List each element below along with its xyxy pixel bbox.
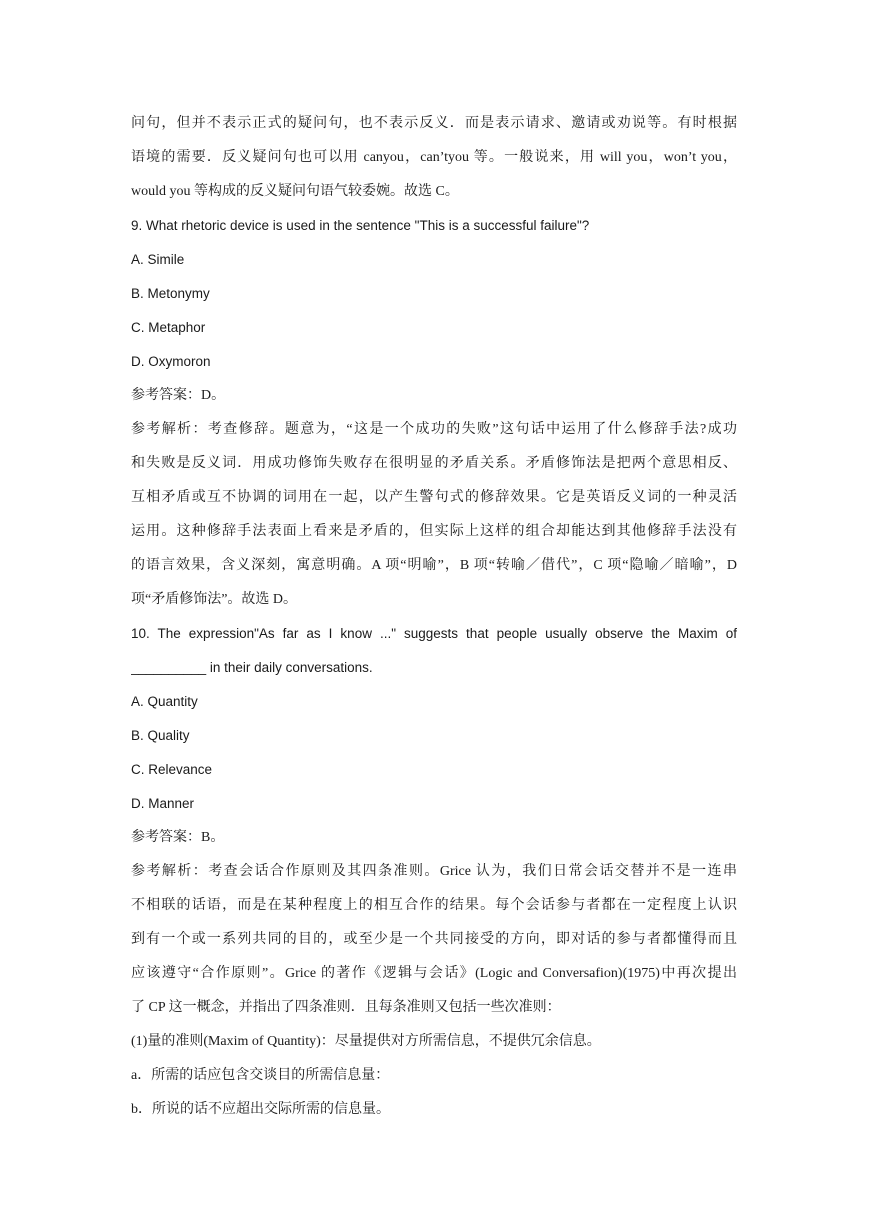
q9-explanation-line: 互相矛盾或互不协调的词用在一起，以产生警句式的修辞效果。它是英语反义词的一种灵活: [131, 490, 737, 505]
sub-rule-b: b．所说的话不应超出交际所需的信息量。: [131, 1102, 390, 1117]
q10-explanation-line: 不相联的话语，而是在某种程度上的相互合作的结果。每个会话参与者都在一定程度上认识: [131, 898, 737, 913]
q9-option-d: D. Oxymoron: [131, 354, 211, 369]
q9-option-b: B. Metonymy: [131, 286, 210, 301]
q10-explanation-line: 参考解析：考查会话合作原则及其四条准则。Grice 认为，我们日常会话交替并不是一连串: [131, 864, 737, 879]
q9-explanation-line: 参考解析：考查修辞。题意为，“这是一个成功的失败”这句话中运用了什么修辞手法?成功: [131, 422, 737, 437]
q10-option-d: D. Manner: [131, 796, 195, 811]
q9-explanation-line: 运用。这种修辞手法表面上看来是矛盾的，但实际上这样的组合却能达到其他修辞手法没有: [131, 524, 737, 539]
prev-explanation-line: 语境的需要．反义疑问句也可以用 canyou，can’tyou 等。一般说来，用 will you，won’t you，: [131, 150, 737, 165]
document-page: [131, 107, 737, 1127]
q9-explanation-line: 项“矛盾修饰法”。故选 D。: [131, 592, 298, 607]
q9-explanation-line: 和失败是反义词．用成功修饰失败存在很明显的矛盾关系。矛盾修饰法是把两个意思相反、: [131, 456, 737, 471]
q10-answer: 参考答案：B。: [131, 830, 225, 845]
q10-explanation-line: 应该遵守“合作原则”。Grice 的著作《逻辑与会话》(Logic and Conversafion)(1975)中再次提出: [131, 966, 737, 981]
q9-option-c: C. Metaphor: [131, 320, 206, 335]
prev-explanation-line: would you 等构成的反义疑问句语气较委婉。故选 C。: [131, 184, 459, 199]
question-9: 9. What rhetoric device is used in the sentence "This is a successful failure"?: [131, 218, 590, 233]
prev-explanation-line: 问句，但并不表示正式的疑问句，也不表示反义．而是表示请求、邀请或劝说等。有时根据: [131, 116, 737, 131]
question-10-cont: __________ in their daily conversations.: [131, 660, 373, 675]
q9-answer: 参考答案：D。: [131, 388, 226, 403]
sub-rule-a: a．所需的话应包含交谈目的所需信息量：: [131, 1068, 390, 1083]
q10-explanation-line: 了 CP 这一概念，并指出了四条准则．且每条准则又包括一些次准则：: [131, 1000, 561, 1015]
maxim-of-quantity: (1)量的准则(Maxim of Quantity)：尽量提供对方所需信息，不提供冗余信息。: [131, 1034, 601, 1049]
q10-option-a: A. Quantity: [131, 694, 198, 709]
q10-option-c: C. Relevance: [131, 762, 213, 777]
question-10: 10. The expression"As far as I know ..." suggests that people usually observe the Maxim of: [131, 626, 737, 641]
q9-explanation-line: 的语言效果，含义深刻，寓意明确。A 项“明喻”，B 项“转喻／借代”，C 项“隐喻／暗喻”，D: [131, 558, 737, 573]
q10-option-b: B. Quality: [131, 728, 190, 743]
q9-option-a: A. Simile: [131, 252, 185, 267]
q10-explanation-line: 到有一个或一系列共同的目的，或至少是一个共同接受的方向，即对话的参与者都懂得而且: [131, 932, 737, 947]
